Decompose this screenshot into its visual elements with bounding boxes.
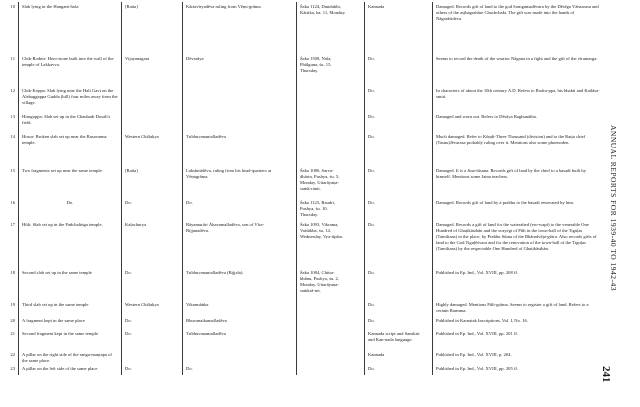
inscription-description: Hūli: Slab set up in the Pañchaliṅga temple.	[22, 222, 103, 227]
remarks: Published in Ep. Ind., Vol. XVIII, pp. 208 ff.	[436, 270, 519, 275]
date: Śaka 1093, Vikrama, Vaiśākha, śu. 14, Wednesday, Vya-tīpāta.	[300, 222, 343, 239]
serial-number: 13	[10, 114, 15, 119]
king: Lakshmīdēva, ruling from his head-quarters at Vēṇugrāma.	[186, 168, 272, 179]
column-rule	[182, 2, 183, 375]
dynasty: Vijayanagara	[125, 56, 150, 61]
inscription-description: Third slab set up in the same temple	[22, 302, 89, 307]
language: Do.	[368, 134, 375, 139]
serial-number: 15	[10, 168, 15, 173]
king: Do.	[186, 200, 193, 205]
running-head: ANNUAL REPORTS FOR 1939-40 TO 1942-43	[609, 124, 618, 292]
dynasty: [Ratta]	[125, 4, 138, 9]
king: Kārtavīryadēva ruling from Vēṇu-grāma.	[186, 4, 262, 9]
inscription-description: Chik-Koppa: Slab lying near the Hali Gavi on the Alebaggappa Gudda (hill) four miles away from the village.	[22, 88, 118, 105]
date: Śaka 1124, Dundubhi, Kārtika, ba. 11, Monday.	[300, 4, 346, 15]
date: Śaka 1084, Chitra-bhānu, Pushya, śu. 2, Monday, Uttarāyaṇa-saṁkrā-nti.	[300, 270, 339, 293]
inscription-description: A fragment kept in the same place	[22, 318, 85, 323]
remarks: In characters of about the 10th century A.D. Refers to Rodra-ppa, his bhakti and Kailāsa-smiti.	[436, 88, 600, 99]
serial-number: 10	[10, 4, 15, 9]
column-rule	[432, 2, 433, 375]
date: Śaka 1080, Sarva-dhārin, Pushya, śu. 5, Monday, Uttarāyaṇa-saṁk-ränti.	[300, 168, 340, 191]
serial-number: 18	[10, 270, 15, 275]
remarks: Published in Karnatak Inscriptions, Vol. I, No. 16.	[436, 318, 528, 323]
language: Do.	[368, 200, 375, 205]
inscription-description: Hirugoppa: Slab set up in the Chauhadi Dosali's field.	[22, 114, 111, 125]
language: Kannada script and Sanskrit and Kan-nada language.	[368, 331, 420, 342]
dynasty: Do.	[125, 318, 132, 323]
dynasty: Kaḷachurya	[125, 222, 147, 227]
serial-number: 21	[10, 331, 15, 336]
king: Dēvarāya	[186, 56, 204, 61]
inscription-description: Chik-Rodnir: Hero-stone built into the wall of the temple of Lakkavva.	[22, 56, 114, 67]
king: Tribhuvanamalladēva	[186, 331, 226, 336]
remarks: Published in Ep. Ind., Vol. XVIII, pp. 201 ff.	[436, 331, 519, 336]
page-number: 241	[600, 366, 612, 383]
language: Kannada	[368, 4, 385, 9]
remarks: Damaged. It is a Jina-śāsana. Records gift of land by the chief to a basadi built by himself. Mentions some Jaina teachers.	[436, 168, 587, 179]
inscription-description: Slab lying in the Hangant-hola	[22, 4, 79, 9]
serial-number: 12	[10, 88, 15, 93]
inscription-description: Do.	[66, 200, 74, 205]
language: Do.	[368, 168, 375, 173]
dynasty: Do.	[125, 200, 132, 205]
serial-number: 22	[10, 352, 15, 357]
remarks: Highly damaged. Mentions Pūli-grāma. Seems to register a gift of land. Refers to a certain Barmma.	[436, 302, 589, 313]
serial-number: 14	[10, 134, 15, 139]
language: Do.	[368, 302, 375, 307]
serial-number: 11	[10, 56, 15, 61]
remarks: Published in Ep. Ind., Vol. XVIII, pp. 205 ff.	[436, 366, 519, 371]
dynasty: [Ratta]	[125, 168, 138, 173]
inscription-description: A pillar on the right side of the raṅga-maṇṭapa of the same place.	[22, 352, 112, 363]
dynasty: Western Chāḷukya	[125, 302, 159, 307]
king: Rāyamurāri Āhavamalladēva, son of Vīra-Bijjanadēva.	[186, 222, 265, 233]
serial-number: 17	[10, 222, 15, 227]
language: Do.	[368, 366, 375, 371]
inscription-description: Second slab set up in the same temple	[22, 270, 92, 275]
remarks: Damaged and worn out. Refers to Dēsāya Raghunātha.	[436, 114, 537, 119]
serial-number: 16	[10, 200, 15, 205]
serial-number: 19	[10, 302, 15, 307]
language: Do.	[368, 56, 375, 61]
king: Vikramāṅka	[186, 302, 209, 307]
king: Bhuvanaikamalladēva	[186, 318, 227, 323]
language: Do.	[368, 114, 375, 119]
king: Tribhuvanamalladēva	[186, 134, 226, 139]
remarks: Seems to record the death of the warrior Nāgana in a fight and the gift of the vīramarga.	[436, 56, 598, 61]
date: Śaka 1508, Nala, Phālguna, śu. 15, Thursday.	[300, 56, 332, 73]
dynasty: Do.	[125, 366, 132, 371]
column-rule	[18, 2, 19, 375]
column-rule	[121, 2, 122, 375]
dynasty: Do.	[125, 331, 132, 336]
remarks: Published in Ep. Ind., Vol. XVIII, p. 204.	[436, 352, 512, 357]
dynasty: Western Chāḷukya	[125, 134, 159, 139]
language: Do.	[368, 88, 375, 93]
king: Tribhuvanamalladēva (Bijjala).	[186, 270, 244, 275]
inscription-description: Two fragments set up near the same temple.	[22, 168, 103, 173]
inscription-description: Second fragment kept in the same temple	[22, 331, 99, 336]
inscription-description: Hosur: Broken slab set up near the Basavanna temple.	[22, 134, 107, 145]
serial-number: 23	[10, 366, 15, 371]
column-rule	[364, 2, 365, 375]
language: Kannada	[368, 352, 385, 357]
dynasty: Do.	[125, 270, 132, 275]
remarks: Much damaged. Refer to Kōṇḍi-Three Thousand (division) and to the Raṭṭa chief (Tasnu)Jēvarasa probably ruling over it. Mentions also some phoenoden.	[436, 134, 586, 145]
column-rule	[296, 2, 297, 375]
language: Do.	[368, 318, 375, 323]
inscription-description: A pillar on the left side of the same place	[22, 366, 98, 371]
remarks: Damaged. Records gift of land by a prabhu to the basadi renovated by him.	[436, 200, 575, 205]
serial-number: 20	[10, 318, 15, 323]
date: Śaka 1123, Raudri, Pushya, śu. 10, Thursday.	[300, 200, 336, 217]
remarks: Damaged. Records a gift of land for the waterahed (ero-wapi) to the venerable One Hundred of Ghaṭikāsthān and the svayegi of Pūli in the town-hall of the Tiguḷas (Tamilians) in the place, by Prabhu Sūma of the Bhāradvāja-gōtra. Also records gifts of land to the God Tiguḷēśvara and for the renovation of the town-hall of the Tiguḷas (Tamilians) by the respectable One Hundred of Ghaṭikāsthān.	[436, 222, 597, 251]
language: Do.	[368, 222, 375, 227]
king: Do.	[186, 366, 193, 371]
language: Do.	[368, 270, 375, 275]
remarks: Damaged. Records gift of land to the god Somgamadēvara by the Dēsēga Vānsarasa and others of the aṣṭhagrahāre Chachchaki. The gift was made into the hands of Nāgarāśideva.	[436, 4, 599, 21]
